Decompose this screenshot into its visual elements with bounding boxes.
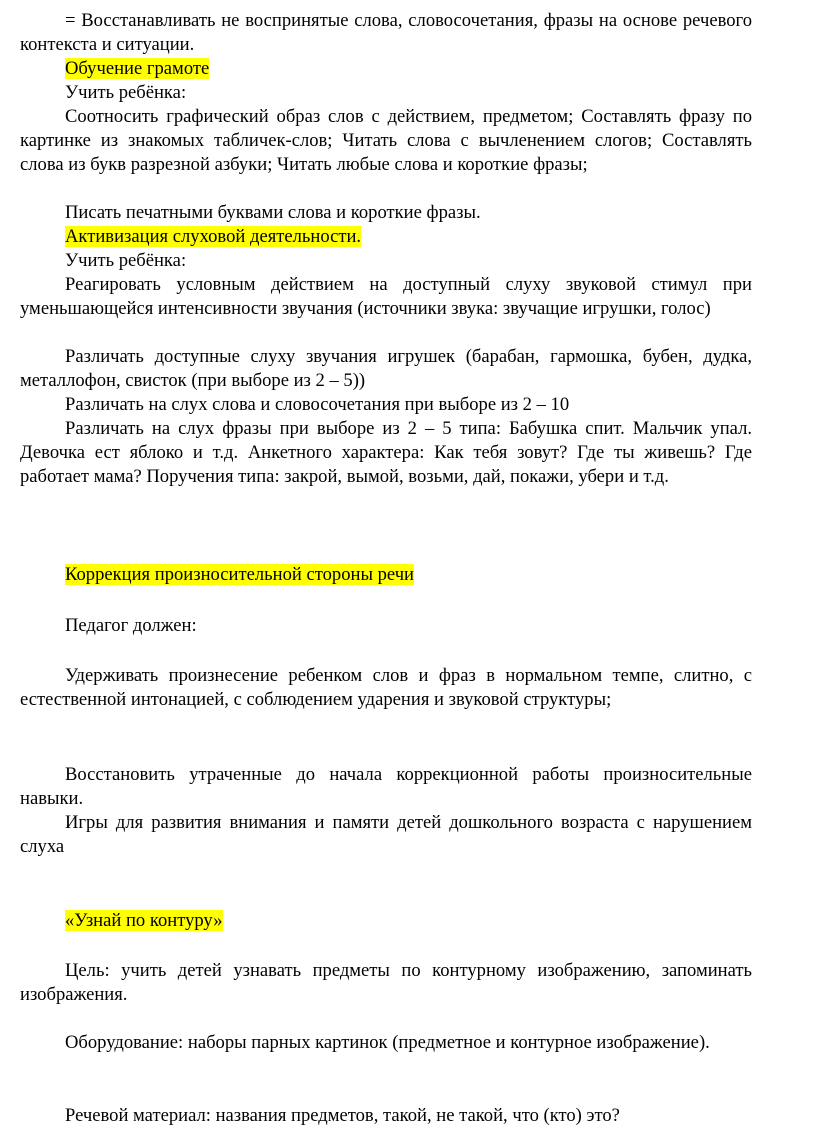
heading-pronunciation-correction — [20, 563, 752, 587]
heading-recognize-by-outline — [20, 909, 752, 933]
paragraph-teacher-must: Педагог должен: — [65, 615, 197, 636]
heading-recognize-by-outline-text: «Узнай по контуру» — [65, 910, 223, 931]
paragraph-react-stimulus: Реагировать условным действием на доступный слуху звуковой стимул при уменьшающейся интенсивности звучания (источники звука: звучащие игрушки, голос) — [20, 274, 752, 319]
paragraph-restore-skills: Восстановить утраченные до начала коррекционной работы произносительные навыки. — [20, 764, 752, 809]
heading-literacy — [20, 57, 752, 81]
paragraph-distinguish-words: Различать на слух слова и словосочетания при выборе из 2 – 10 — [65, 394, 570, 415]
paragraph-maintain-pronunciation: Удерживать произнесение ребенком слов и фраз в нормальном темпе, слитно, с естественной интонацией, с соблюдением ударения и звуковой структуры; — [20, 665, 752, 710]
heading-pronunciation-correction-text: Коррекция произносительной стороны речи — [65, 564, 414, 585]
paragraph-writing: Писать печатными буквами слова и короткие фразы. — [65, 202, 481, 223]
heading-hearing-activation-text: Активизация слуховой деятельности. — [65, 226, 362, 247]
paragraph-equipment: Оборудование: наборы парных картинок (предметное и контурное изображение). — [65, 1032, 710, 1053]
paragraph-literacy-skills: Соотносить графический образ слов с действием, предметом; Составлять фразу по картинке из знакомых табличек-слов; Читать слова с вычленением слогов; Составлять слова из букв разрезной азбуки; Читать любые слова и короткие фразы; — [20, 106, 752, 175]
paragraph-teach-child-1: Учить ребёнка: — [65, 82, 187, 103]
paragraph-speech-material: Речевой материал: названия предметов, такой, не такой, что (кто) это? — [65, 1105, 620, 1126]
paragraph-games-intro: Игры для развития внимания и памяти детей дошкольного возраста с нарушением слуха — [20, 812, 752, 857]
paragraph-restore-words: = Восстанавливать не воспринятые слова, словосочетания, фразы на основе речевого контекста и ситуации. — [20, 10, 752, 55]
paragraph-goal: Цель: учить детей узнавать предметы по контурному изображению, запоминать изображения. — [20, 960, 752, 1005]
paragraph-distinguish-toys: Различать доступные слуху звучания игрушек (барабан, гармошка, бубен, дудка, металлофон, свисток (при выборе из 2 – 5)) — [20, 346, 752, 391]
heading-hearing-activation — [20, 225, 752, 249]
heading-literacy-text: Обучение грамоте — [65, 58, 210, 79]
paragraph-teach-child-2: Учить ребёнка: — [65, 250, 187, 271]
paragraph-distinguish-phrases: Различать на слух фразы при выборе из 2 – 5 типа: Бабушка спит. Мальчик упал. Девочка ест яблоко и т.д. Анкетного характера: Как тебя зовут? Где ты живешь? Где работает мама? Поручения типа: закрой, вымой, возьми, дай, покажи, убери и т.д. — [20, 418, 752, 487]
